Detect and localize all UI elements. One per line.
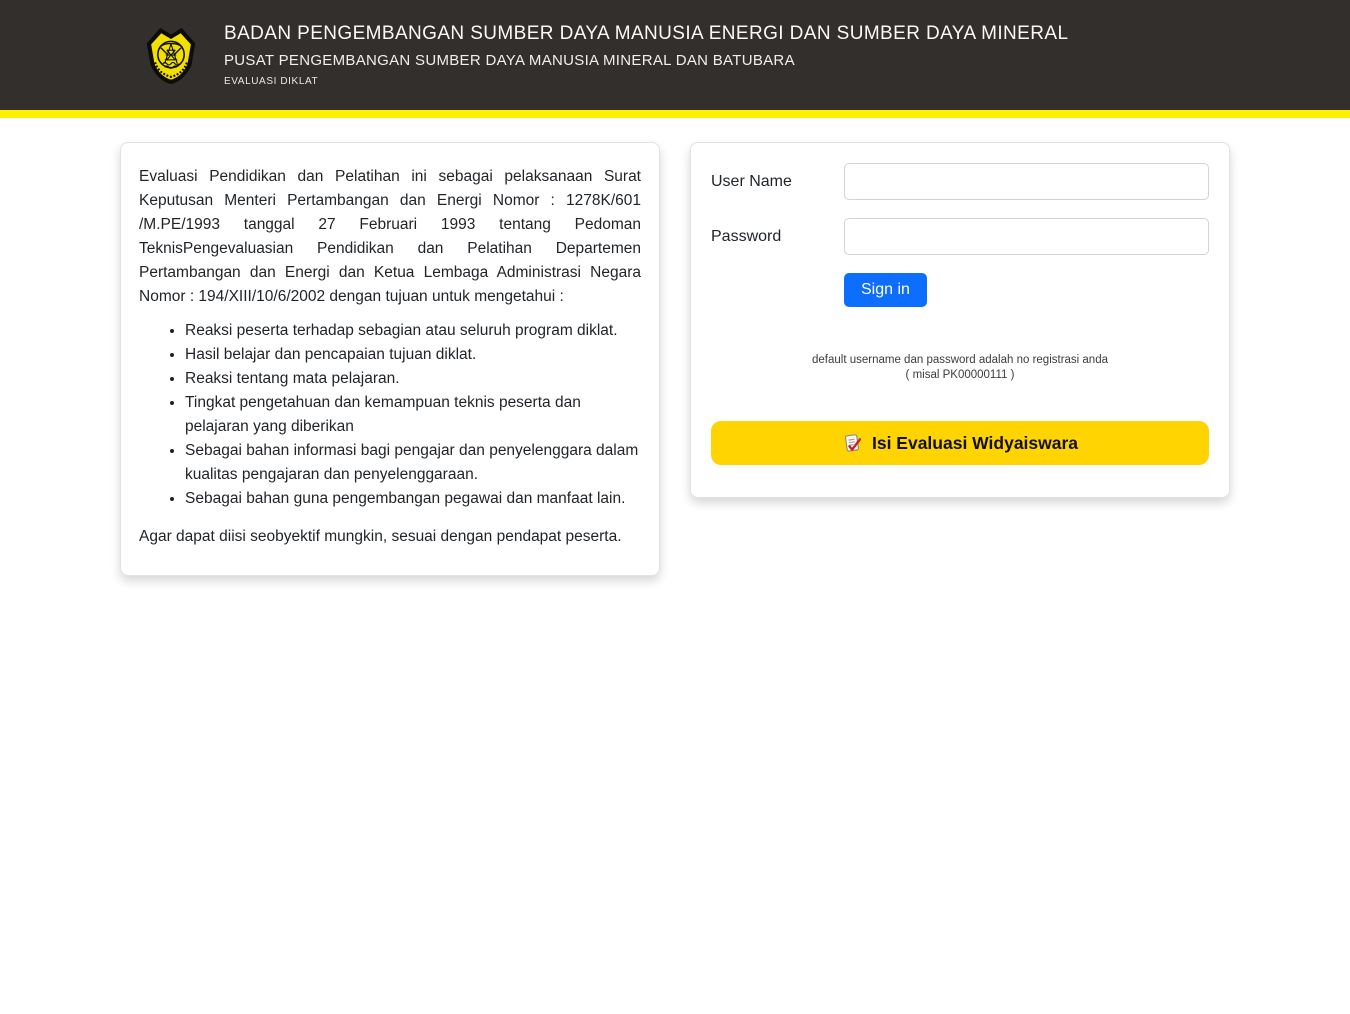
login-card	[690, 142, 1230, 498]
app-name: EVALUASI DIKLAT	[224, 76, 319, 87]
memo-check-icon	[842, 433, 863, 454]
isi-evaluasi-button-label: Isi Evaluasi Widyaiswara	[871, 432, 1079, 453]
main-content	[0, 118, 1350, 636]
intro-bullet-list	[139, 319, 641, 511]
password-input[interactable]	[844, 218, 1209, 255]
list-item: • Reaksi tentang mata pelajaran.	[185, 367, 641, 391]
hint-line-1: default username dan password adalah no registrasi anda	[812, 354, 1108, 366]
hint-line-2: ( misal PK00000111 )	[905, 369, 1015, 381]
agency-subtitle: PUSAT PENGEMBANGAN SUMBER DAYA MANUSIA MINERAL DAN BATUBARA	[224, 52, 795, 69]
default-credentials-hint	[711, 353, 1209, 383]
intro-footer-note: Agar dapat diisi seobyektif mungkin, sesuai dengan pendapat peserta.	[139, 528, 622, 545]
username-label: User Name	[711, 172, 792, 190]
list-item: • Tingkat pengetahuan dan kemampuan teknis peserta dan pelajaran yang diberikan	[185, 391, 641, 439]
sign-in-button[interactable]: Sign in	[844, 273, 927, 307]
username-input[interactable]	[844, 163, 1209, 200]
list-item: • Hasil belajar dan pencapaian tujuan diklat.	[185, 343, 641, 367]
isi-evaluasi-widyaiswara-button[interactable]	[711, 421, 1209, 465]
list-item: • Reaksi peserta terhadap sebagian atau seluruh program diklat.	[185, 319, 641, 343]
list-item: • Sebagai bahan informasi bagi pengajar dan penyelenggara dalam kualitas pengajaran dan penyelenggaraan.	[185, 439, 641, 487]
intro-paragraph: Evaluasi Pendidikan dan Pelatihan ini sebagai pelaksanaan Surat Keputusan Menteri Pertambangan dan Energi Nomor : 1278K/601 /M.PE/1993 tanggal 27 Februari 1993 tentang Pedoman TeknisPengevaluasian Pendidikan dan Pelatihan Departemen Pertambangan dan Energi dan Ketua Lembaga Administrasi Negara Nomor : 194/XIII/10/6/2002 dengan tujuan untuk mengetahui :	[139, 168, 641, 305]
accent-stripe	[0, 110, 1350, 118]
list-item: • Sebagai bahan guna pengembangan pegawai dan manfaat lain.	[185, 487, 641, 511]
password-label: Password	[711, 227, 782, 245]
esdm-logo-icon	[140, 23, 202, 87]
app-header	[0, 0, 1350, 110]
intro-card	[120, 142, 660, 576]
agency-title: BADAN PENGEMBANGAN SUMBER DAYA MANUSIA ENERGI DAN SUMBER DAYA MINERAL	[224, 23, 1069, 44]
